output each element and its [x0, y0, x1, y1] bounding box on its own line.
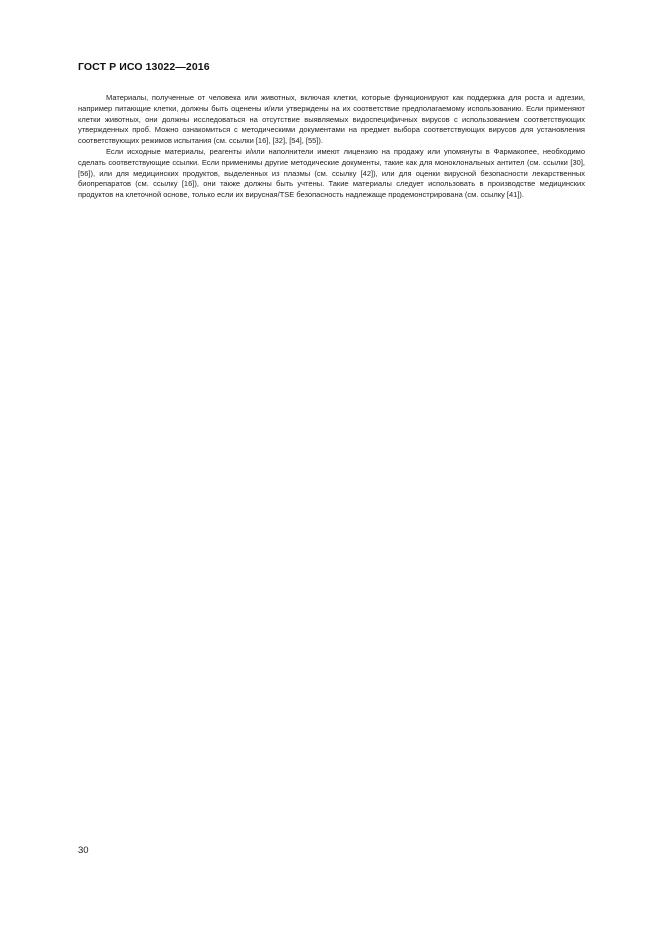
paragraph: Если исходные материалы, реагенты и/или наполнители имеют лицензию на продажу или упомянуты в Фармакопее, необходимо сделать соответствующие ссылки. Если применимы другие методические документы, такие как для моноклональных антител (см. ссылки [30], [56]), или для медицинских продуктов, выделенных из плазмы (см. ссылку [42]), или для оценки вирусной безопасности лекарственных биопрепаратов (см. ссылку [16]), они также должны быть учтены. Такие материалы следует использовать в производстве медицинских продуктов на клеточной основе, только если их вирусная/TSE безопасность надлежаще продемонстрирована (см. ссылку [41]).: [78, 146, 585, 200]
body-text: [78, 93, 585, 201]
paragraph: Материалы, полученные от человека или животных, включая клетки, которые функционируют как поддержка для роста и адгезии, например питающие клетки, должны быть оценены и/или утверждены на их соответствие предполагаемому использованию. Если применяют клетки животных, они должны исследоваться на отсутствие выявляемых видоспецифичных вирусов с использованием соответствующих утвержденных проб. Можно ознакомиться с методическими документами на предмет выбора соответствующих вирусов для установления соответствующих режимов испытания (см. ссылки [16], [32], [54], [55]).: [78, 93, 585, 146]
standard-header: ГОСТ Р ИСО 13022—2016: [78, 61, 210, 73]
page-number: 30: [78, 845, 89, 856]
